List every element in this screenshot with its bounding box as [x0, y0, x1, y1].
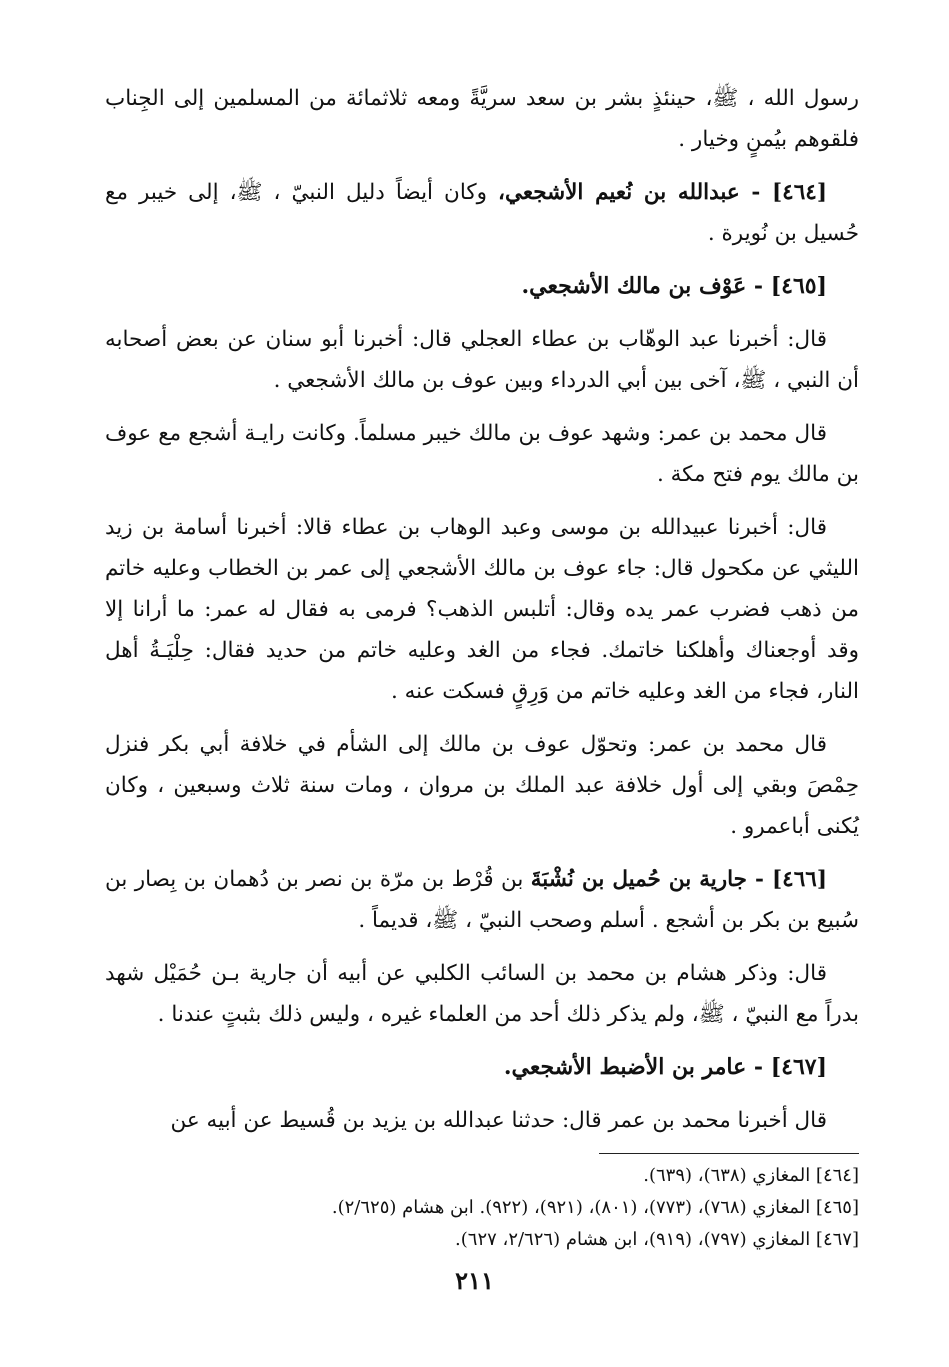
footnote-465: [٤٦٥] المغازي (٧٦٨)، (٧٧٣)، (٨٠١)، (٩٢١)، (٩٢٢). ابن هشام (٢/٦٢٥).	[331, 1197, 859, 1218]
entry-466-heading: [٤٦٦] - جارية بن حُميل بن نُشْبَةَ	[530, 867, 827, 892]
footnote-467: [٤٦٧] المغازي (٧٩٧)، (٩١٩)، ابن هشام (٢/٦٢٦، ٦٢٧).	[455, 1229, 859, 1250]
paragraph-1: رسول الله ، ﷺ، حينئذٍ بشر بن سعد سريَّةً ومعه ثلاثمائة من المسلمين إلى الجِناب فلقوهم بيُمنٍ وخيار .	[105, 86, 859, 152]
paragraph-6: قال محمد بن عمر: وتحوّل عوف بن مالك إلى الشأم في خلافة أبي بكر فنزل حِمْصَ وبقي إلى أول خلافة عبد الملك بن مروان ، ومات سنة ثلاث وسبعين ، وكان يُكنى أباعمرو .	[105, 732, 859, 839]
entry-464-heading: [٤٦٤] - عبدالله بن نُعيم الأشجعي،	[498, 180, 827, 205]
entry-464-text: وكان أيضاً دليل النبيّ ، ﷺ، إلى خيبر مع حُسيل بن نُويرة .	[105, 180, 859, 246]
paragraph-9: قال أخبرنا محمد بن عمر قال: حدثنا عبدالله بن يزيد بن قُسيط عن أبيه عن	[170, 1108, 827, 1133]
paragraph-5: قال: أخبرنا عبيدالله بن موسى وعبد الوهاب بن عطاء قالا: أخبرنا أسامة بن زيد الليثي عن مكحول قال: جاء عوف بن مالك الأشجعي إلى عمر بن الخطاب وعليه خاتم من ذهب فضرب عمر يده وقال: أتلبس الذهب؟ فرمى به فقال له عمر: ما أرانا إلا وقد أوجعناك وأهلكنا خاتمك. فجاء من الغد وعليه خاتم من حديد فقال: حِلْيَـةُ أهل النار، فجاء من الغد وعليه خاتم من وَرِقٍ فسكت عنه .	[105, 515, 859, 704]
footnotes	[105, 1160, 859, 1256]
entry-464	[105, 172, 859, 254]
entry-466-text: بن قُرْط بن مرّة بن نصر بن دُهمان بن بِصار بن سُبيع بن بكر بن أشجع . أسلم وصحب النبيّ ، ﷺ، قديماً .	[105, 867, 859, 933]
footnote-464: [٤٦٤] المغازي (٦٣٨)، (٦٣٩).	[643, 1165, 859, 1186]
entry-465-heading: [٤٦٥] - عَوْف بن مالك الأشجعي.	[521, 273, 827, 299]
paragraph-4: قال محمد بن عمر: وشهد عوف بن مالك خيبر مسلماً. وكانت رايـة أشجع مع عوف بن مالك يوم فتح مكة .	[105, 421, 859, 487]
page-number: ٢١١	[455, 1266, 494, 1295]
main-text	[105, 78, 859, 1141]
paragraph-3: قال: أخبرنا عبد الوهّاب بن عطاء العجلي قال: أخبرنا أبو سنان عن بعض أصحابه أن النبي ، ﷺ، آخى بين أبي الدرداء وبين عوف بن مالك الأشجعي .	[105, 327, 859, 393]
footnote-separator	[599, 1153, 859, 1154]
entry-467-heading: [٤٦٧] - عامر بن الأضبط الأشجعي.	[503, 1054, 827, 1080]
entry-466	[105, 859, 859, 941]
paragraph-8: قال: وذكر هشام بن محمد بن السائب الكلبي عن أبيه أن جارية بـن حُمَيْل شهد بدراً مع النبيّ ، ﷺ، ولم يذكر ذلك أحد من العلماء غيره ، وليس ذلك بثبتٍ عندنا .	[105, 961, 859, 1027]
